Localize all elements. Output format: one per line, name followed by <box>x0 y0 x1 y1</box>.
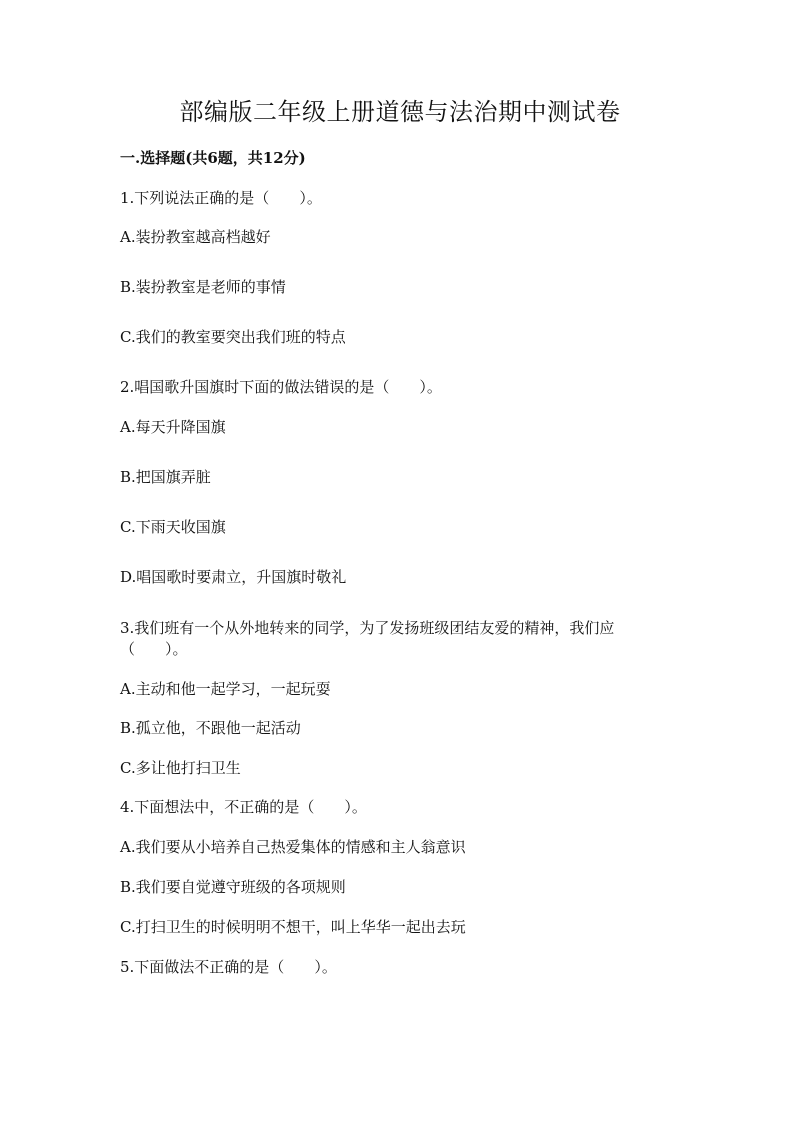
question-5-stem: 5.下面做法不正确的是（ ）。 <box>120 958 337 976</box>
question-3-option-a: A.主动和他一起学习，一起玩耍 <box>120 680 331 698</box>
question-2-option-b: B.把国旗弄脏 <box>120 468 211 486</box>
question-3-stem-line-1: 3.我们班有一个从外地转来的同学，为了发扬班级团结友爱的精神，我们应 <box>120 619 615 637</box>
question-1-option-c: C.我们的教室要突出我们班的特点 <box>120 328 346 346</box>
question-3-option-b: B.孤立他，不跟他一起活动 <box>120 719 301 737</box>
question-4-option-b: B.我们要自觉遵守班级的各项规则 <box>120 878 346 896</box>
question-3-stem-line-2: （ ）。 <box>120 640 188 658</box>
question-4-option-a: A.我们要从小培养自己热爱集体的情感和主人翁意识 <box>120 838 466 856</box>
question-2-option-d: D.唱国歌时要肃立，升国旗时敬礼 <box>120 568 347 586</box>
question-1-option-a: A.装扮教室越高档越好 <box>120 228 271 246</box>
page-title: 部编版二年级上册道德与法治期中测试卷 <box>179 98 621 126</box>
question-1-option-b: B.装扮教室是老师的事情 <box>120 278 286 296</box>
question-3-option-c: C.多让他打扫卫生 <box>120 759 241 777</box>
question-2-option-a: A.每天升降国旗 <box>120 418 226 436</box>
question-4-option-c: C.打扫卫生的时候明明不想干，叫上华华一起出去玩 <box>120 918 466 936</box>
section-heading: 一.选择题(共6题，共12分) <box>120 149 306 167</box>
question-4-stem: 4.下面想法中，不正确的是（ ）。 <box>120 798 367 816</box>
question-2-option-c: C.下雨天收国旗 <box>120 518 226 536</box>
question-1-stem: 1.下列说法正确的是（ ）。 <box>120 189 322 207</box>
question-2-stem: 2.唱国歌升国旗时下面的做法错误的是（ ）。 <box>120 378 442 396</box>
